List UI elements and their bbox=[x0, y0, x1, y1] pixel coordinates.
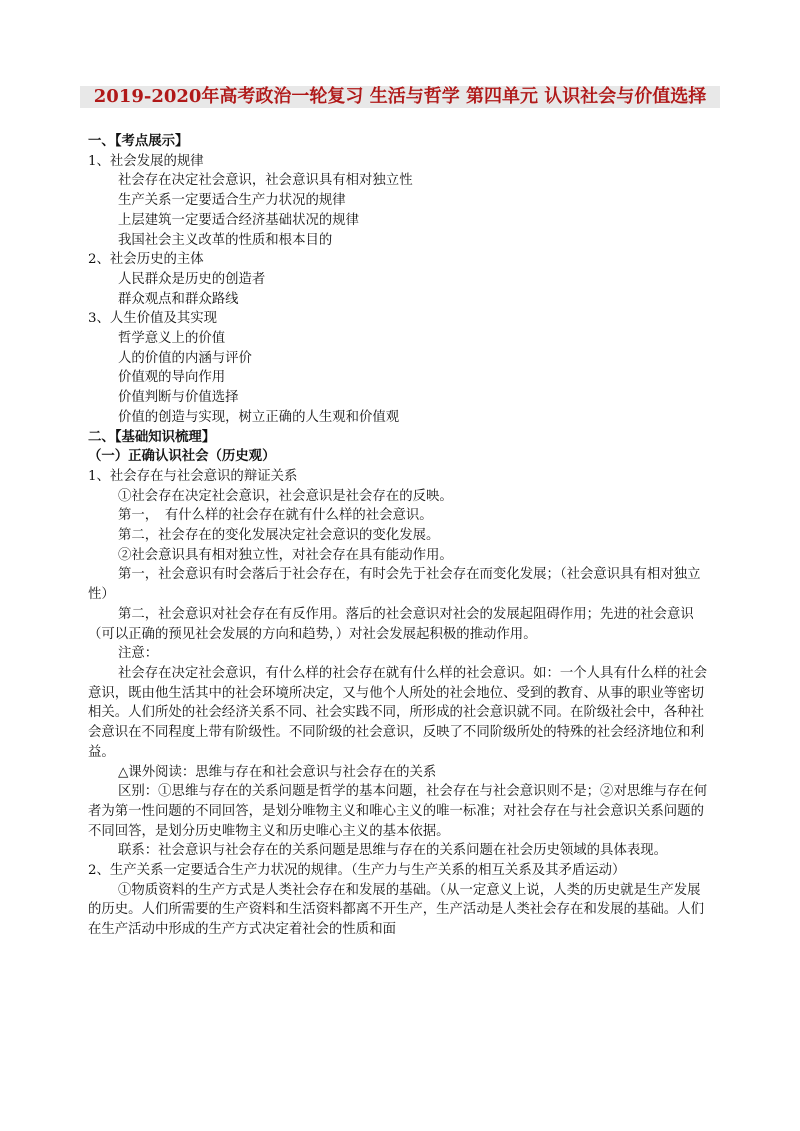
text-line: ①物质资料的生产方式是人类社会存在和发展的基础。（从一定意义上说，人类的历史就是生产发展的历史。人们所需要的生产资料和生活资料都离不开生产，生产活动是人类社会存在和发展的基础。人们在生产活动中形成的生产方式决定着社会的性质和面 bbox=[88, 882, 704, 938]
text-line: 社会存在决定社会意识，社会意识具有相对独立性 bbox=[118, 173, 413, 189]
text-line: 3、人生价值及其实现 bbox=[88, 311, 218, 327]
text-line: 2、生产关系一定要适合生产力状况的规律。（生产力与生产关系的相互关系及其矛盾运动） bbox=[88, 863, 626, 879]
text-line: △课外阅读：思维与存在和社会意识与社会存在的关系 bbox=[118, 764, 437, 780]
text-line: （一）正确认识社会（历史观） bbox=[88, 448, 276, 465]
text-line: ②社会意识具有相对独立性，对社会存在具有能动作用。 bbox=[118, 547, 453, 563]
text-line: 第一，社会意识有时会落后于社会存在，有时会先于社会存在而变化发展；（社会意识具有相对独立性） bbox=[88, 567, 701, 603]
document-title: 2019-2020年高考政治一轮复习 生活与哲学 第四单元 认识社会与价值选择 bbox=[80, 86, 720, 108]
text-line: 1、社会发展的规律 bbox=[88, 153, 204, 169]
document-body bbox=[88, 132, 708, 940]
text-line: 上层建筑一定要适合经济基础状况的规律 bbox=[118, 212, 360, 228]
text-line: ①社会存在决定社会意识，社会意识是社会存在的反映。 bbox=[118, 488, 453, 504]
text-line: 2、社会历史的主体 bbox=[88, 252, 204, 268]
text-line: 我国社会主义改革的性质和根本目的 bbox=[118, 232, 333, 248]
text-line: 价值的创造与实现，树立正确的人生观和价值观 bbox=[118, 409, 400, 425]
text-line: 注意： bbox=[118, 646, 159, 662]
text-line: 第二，社会意识对社会存在有反作用。落后的社会意识对社会的发展起阻碍作用；先进的社会意识（可以正确的预见社会发展的方向和趋势，）对社会发展起积极的推动作用。 bbox=[88, 606, 694, 642]
text-line: 生产关系一定要适合生产力状况的规律 bbox=[118, 193, 346, 209]
text-line: 1、社会存在与社会意识的辩证关系 bbox=[88, 468, 298, 484]
text-line: 价值观的导向作用 bbox=[118, 370, 226, 386]
text-line: 价值判断与价值选择 bbox=[118, 390, 239, 406]
text-line: 群众观点和群众路线 bbox=[118, 291, 239, 307]
text-line: 社会存在决定社会意识，有什么样的社会存在就有什么样的社会意识。如：一个人具有什么样的社会意识，既由他生活其中的社会环境所决定，又与他个人所处的社会地位、受到的教育、从事的职业等密切相关。人们所处的社会经济关系不同、社会实践不同，所形成的社会意识就不同。在阶级社会中，各种社会意识在不同程度上带有阶级性。不同阶级的社会意识，反映了不同阶级所处的特殊的社会经济地位和利益。 bbox=[88, 665, 708, 760]
text-line: 人的价值的内涵与评价 bbox=[118, 350, 252, 366]
text-line: 联系：社会意识与社会存在的关系问题是思维与存在的关系问题在社会历史领域的具体表现。 bbox=[118, 843, 668, 859]
text-line: 第二，社会存在的变化发展决定社会意识的变化发展。 bbox=[118, 528, 440, 544]
text-line: 哲学意义上的价值 bbox=[118, 331, 226, 347]
text-line: 二、【基础知识梳理】 bbox=[88, 428, 216, 445]
text-line: 人民群众是历史的创造者 bbox=[118, 271, 266, 287]
text-line: 第一， 有什么样的社会存在就有什么样的社会意识。 bbox=[118, 508, 433, 524]
text-line: 区别：①思维与存在的关系问题是哲学的基本问题，社会存在与社会意识则不是；②对思维与存在何者为第一性问题的不同回答，是划分唯物主义和唯心主义的唯一标准；对社会存在与社会意识关系问题的不同回答，是划分历史唯物主义和历史唯心主义的基本依据。 bbox=[88, 784, 708, 839]
text-line: 一、【考点展示】 bbox=[88, 133, 189, 149]
